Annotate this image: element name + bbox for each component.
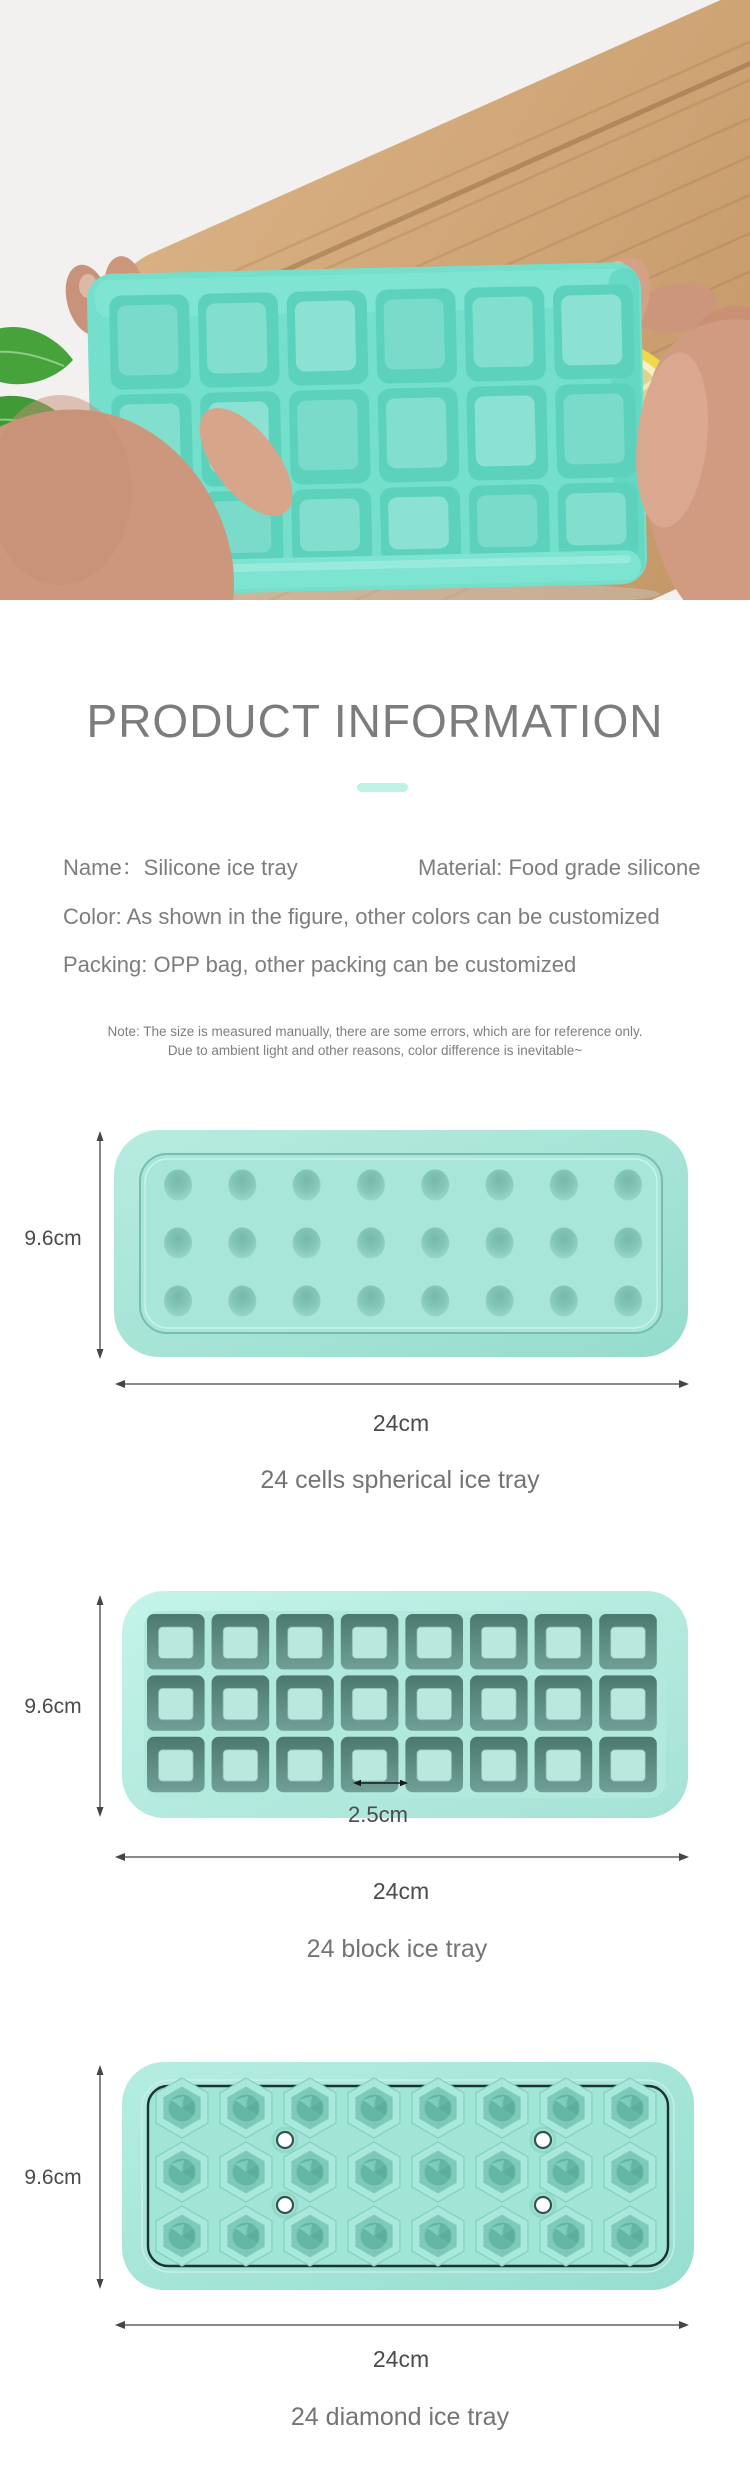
sphere-bump [293, 1228, 321, 1259]
sphere-bump [164, 1286, 192, 1317]
sphere-bump [357, 1228, 385, 1259]
ice-highlight [297, 399, 359, 470]
sphere-bump [164, 1228, 192, 1259]
vent-hole [535, 2132, 551, 2148]
vent-hole [277, 2132, 293, 2148]
diagram-caption: 24 block ice tray [306, 1935, 488, 1963]
block-tray [122, 1591, 688, 1818]
sphere-bump [228, 1170, 256, 1201]
spec-material: Material: Food grade silicone [418, 855, 701, 880]
block-cell-bottom [611, 1627, 646, 1658]
diagram-spherical-tray [0, 1100, 750, 1560]
arrow-right-icon [679, 1380, 689, 1388]
sphere-bump [486, 1228, 514, 1259]
block-cell-bottom [417, 1750, 452, 1781]
block-cell-bottom [223, 1627, 258, 1658]
sphere-bump [293, 1170, 321, 1201]
block-cell-bottom [288, 1627, 323, 1658]
diagram-block-tray [0, 1560, 750, 2020]
sphere-bump [550, 1170, 578, 1201]
sphere-bump [228, 1228, 256, 1259]
block-cell-bottom [223, 1688, 258, 1719]
arrow-left-icon [115, 2321, 125, 2329]
sphere-bump [421, 1228, 449, 1259]
block-cell-bottom [482, 1688, 517, 1719]
sphere-bump [550, 1286, 578, 1317]
spherical-tray [114, 1130, 688, 1357]
ice-highlight [383, 298, 445, 369]
block-cell-bottom [482, 1750, 517, 1781]
ice-highlight [477, 494, 538, 547]
cell-size-label: 2.5cm [348, 1802, 408, 1827]
block-cell-bottom [546, 1750, 581, 1781]
width-label: 24cm [372, 1410, 430, 1436]
sphere-bump [164, 1170, 192, 1201]
sphere-bump [421, 1286, 449, 1317]
hero-photo-illustration [0, 0, 750, 600]
note-line-2: Due to ambient light and other reasons, color difference is inevitable~ [167, 1043, 583, 1058]
ice-highlight [117, 304, 179, 375]
sphere-bump [486, 1170, 514, 1201]
vent-hole [535, 2197, 551, 2213]
block-cell-bottom [482, 1627, 517, 1658]
ice-highlight [299, 498, 360, 551]
spec-name: Name：Silicone ice tray [63, 855, 298, 880]
sphere-bump [486, 1286, 514, 1317]
arrow-right-icon [679, 1853, 689, 1861]
page-title: PRODUCT INFORMATION [86, 695, 664, 747]
ice-highlight [565, 492, 626, 545]
arrow-down-icon [97, 1807, 104, 1817]
arrow-down-icon [97, 1349, 104, 1359]
spec-packing: Packing: OPP bag, other packing can be customized [63, 952, 577, 977]
sphere-bump [550, 1228, 578, 1259]
width-label: 24cm [372, 2346, 430, 2372]
block-cell-bottom [546, 1688, 581, 1719]
block-cell-bottom [288, 1688, 323, 1719]
ice-highlight [472, 296, 534, 367]
diamond-tray [122, 2062, 694, 2290]
arrow-up-icon [97, 1595, 104, 1605]
block-cell-bottom [352, 1627, 387, 1658]
sphere-bump [421, 1170, 449, 1201]
height-label: 9.6cm [24, 1695, 82, 1718]
arrow-up-icon [97, 2065, 104, 2075]
arrow-down-icon [97, 2279, 104, 2289]
ice-highlight [474, 395, 536, 466]
ice-highlight [386, 397, 448, 468]
arrow-left-icon [115, 1380, 125, 1388]
block-cell-bottom [352, 1750, 387, 1781]
arrow-right-icon [679, 2321, 689, 2329]
sphere-bump [228, 1286, 256, 1317]
height-label: 9.6cm [24, 1227, 82, 1250]
block-cell-bottom [611, 1688, 646, 1719]
block-cell-bottom [546, 1627, 581, 1658]
block-cell-bottom [288, 1750, 323, 1781]
sphere-bump [614, 1286, 642, 1317]
height-label: 9.6cm [24, 2166, 82, 2189]
title-divider [357, 783, 408, 792]
diagram-diamond-tray [0, 2020, 750, 2487]
block-cell-bottom [417, 1688, 452, 1719]
ice-highlight [206, 302, 268, 373]
sphere-bump [614, 1228, 642, 1259]
block-cell-bottom [159, 1750, 194, 1781]
arrow-left-icon [115, 1853, 125, 1861]
sphere-bump [293, 1286, 321, 1317]
block-cell-bottom [159, 1688, 194, 1719]
block-cell-bottom [223, 1750, 258, 1781]
diagram-caption: 24 diamond ice tray [290, 2403, 510, 2431]
block-cell-bottom [611, 1750, 646, 1781]
note-line-1: Note: The size is measured manually, there are some errors, which are for reference only. [107, 1024, 643, 1039]
sphere-bump [614, 1170, 642, 1201]
block-cell-bottom [159, 1627, 194, 1658]
spec-color: Color: As shown in the figure, other colors can be customized [63, 904, 660, 929]
diagram-caption: 24 cells spherical ice tray [260, 1466, 540, 1494]
ice-highlight [388, 496, 449, 549]
block-cell-bottom [417, 1627, 452, 1658]
ice-highlight [563, 393, 625, 464]
sphere-bump [357, 1170, 385, 1201]
ice-highlight [561, 294, 623, 365]
sphere-bump [357, 1286, 385, 1317]
ice-highlight [295, 300, 357, 371]
width-label: 24cm [372, 1878, 430, 1904]
vent-hole [277, 2197, 293, 2213]
arrow-up-icon [97, 1131, 104, 1141]
block-cell-bottom [352, 1688, 387, 1719]
